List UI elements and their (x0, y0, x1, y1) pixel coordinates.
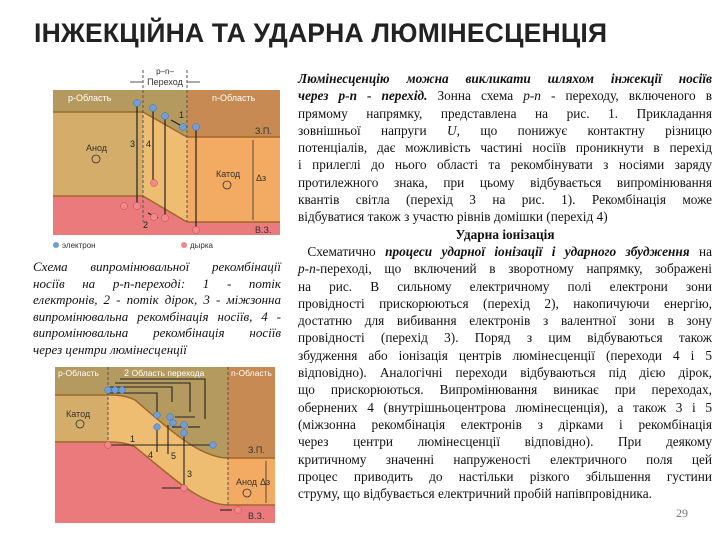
transition-3-label: 3 (130, 139, 136, 149)
conduction-band-label: З.П. (255, 126, 272, 136)
text-segment: Схематично (298, 243, 386, 259)
text-segment: відбуватися також з участю рівнів домішки (перехід 4) (298, 209, 608, 225)
hole-legend-icon (181, 242, 187, 248)
anode-label: Анод (86, 143, 108, 153)
text-segment: , що понижує контактну різницю (456, 122, 712, 138)
text-segment: процес приводить до настільки різкого збільшення густини (298, 468, 712, 484)
text-segment: випромінювальна рекомбінація носіїв, 4 - (33, 308, 281, 324)
cathode-label: Катод (216, 169, 241, 179)
text-line (298, 122, 712, 139)
text-segment: -переході, що включений в зворотному напрямку, зображені (315, 261, 712, 277)
text-line (33, 309, 281, 326)
p-gap-area (53, 112, 143, 196)
gap-label: Δз (256, 173, 267, 183)
transition-3-label: 3 (187, 469, 193, 479)
conduction-band-label: З.П. (248, 445, 265, 455)
figure-forward-bias-band-diagram (50, 65, 290, 255)
text-segment: через центри люмінесценції відповідно). При деякому (298, 434, 712, 450)
text-line (298, 312, 712, 329)
text-segment: і прилеглі до нього області та рекомбінувати з носіями заряду (298, 157, 712, 173)
text-line (298, 416, 712, 433)
section-heading: Ударна іонізація (455, 226, 555, 242)
text-line (298, 295, 712, 312)
text-segment: електронів, 2 - потік дірок, 3 - міжзонна (33, 292, 281, 307)
paragraph-injection (298, 70, 712, 226)
text-line (298, 243, 712, 260)
text-line (298, 260, 712, 277)
text-segment: протилежного знака, при цьому відбувається випромінювання (298, 174, 712, 190)
text-line (298, 191, 712, 208)
text-segment: провідності (перехід 3). Поряд з цим відбуваються також (298, 330, 712, 346)
text-segment: збудження або іонізація центрів люмінесценції (переходи 4 і 5 (298, 347, 712, 363)
text-segment: через центри люмінесценції (33, 341, 187, 357)
transition-region-label: Область перехода (131, 368, 205, 378)
text-segment: струму, що відбувається електричний пробій напівпровідника. (298, 486, 652, 502)
emphasized-text: через p-n - перехід. (298, 88, 428, 104)
text-segment: відповідно). Аналогічні переходи відбуваються під дією дірок, (298, 365, 712, 381)
body-text (298, 70, 712, 502)
text-segment: на (689, 243, 712, 259)
transition-1-label: 1 (179, 110, 185, 120)
p-region-label: p-Область (58, 368, 99, 378)
text-line (298, 381, 712, 398)
text-segment: потенціалів, дає можливість частині носіїв проникнути в перехід (298, 140, 712, 156)
transition-5-label: 5 (171, 451, 177, 461)
text-line (33, 292, 281, 309)
text-line (298, 174, 712, 191)
anode-label: Анод (236, 477, 258, 487)
text-line (298, 451, 712, 468)
text-line (298, 433, 712, 450)
paragraph-impact-ionization (298, 243, 712, 502)
text-segment: прямому напрямку, представлена на рис. 1. Прикладання (298, 105, 712, 121)
text-line (298, 87, 712, 104)
text-line (298, 364, 712, 381)
emphasized-text: Люмінесценцію можна викликати шляхом інжекції носіїв (298, 71, 712, 86)
cathode-label: Катод (66, 409, 91, 419)
transition-2-label: 2 (124, 368, 130, 378)
text-segment: - переходу, включеного в (540, 88, 712, 104)
text-segment: (міжзонна рекомбінація електронів з дірками і рекомбінація (298, 416, 712, 432)
text-line (298, 156, 712, 173)
text-segment: випромінювальна рекомбінація носіїв (33, 325, 281, 340)
emphasized-text: p-n (298, 261, 316, 277)
text-line (298, 70, 712, 87)
n-region-label: n-Область (212, 93, 256, 103)
slide-title: ІНЖЕКЦІЙНА ТА УДАРНА ЛЮМІНЕСЦЕНЦІЯ (34, 18, 608, 48)
text-segment: носіїв на р-n-переході: 1 - потік (33, 275, 281, 291)
text-line (33, 325, 281, 342)
text-segment: Схема випромінювальної рекомбінації (33, 259, 281, 274)
text-line (33, 276, 281, 293)
transition-2-label: 2 (143, 220, 149, 230)
page-number: 29 (676, 506, 688, 520)
text-segment: квантів світла (перехід 3 на рис. 1). Рекомбінація може (298, 192, 712, 208)
legend-hole: дырка (190, 241, 213, 250)
figure-impact-ionization-band-diagram (50, 355, 290, 525)
junction-label: Переход (147, 77, 183, 87)
text-segment: провідності прискорюються (перехід 2), накопичуючи енергію, (298, 295, 712, 311)
text-line (298, 208, 712, 225)
figure-caption (33, 259, 281, 358)
text-segment: що прискорюються. Випромінювання виникає при переходах, (298, 382, 712, 398)
text-segment: на рис. В сильному електричному полі електрони зони (298, 278, 712, 294)
text-segment: достатню для вибивання електронів з валентної зони в зону (298, 313, 712, 329)
junction-label-top: p–n– (156, 67, 174, 76)
p-region-label: p-Область (68, 93, 112, 103)
gap-label: Δз (260, 477, 271, 487)
transition-4-label: 4 (146, 139, 152, 149)
text-segment: Зонна схема (427, 88, 524, 104)
emphasized-text: U (447, 122, 457, 138)
text-line (298, 468, 712, 485)
text-line (298, 139, 712, 156)
text-line (298, 105, 712, 122)
valence-band-label: В.З. (248, 511, 265, 521)
valence-band-label: В.З. (255, 225, 272, 235)
text-line (298, 485, 712, 502)
n-region-label: n-Область (231, 368, 272, 378)
transition-1-label: 1 (130, 434, 136, 444)
emphasized-text: процеси ударної іонізації і ударного збудження (385, 243, 690, 259)
transition-4-label: 4 (148, 450, 154, 460)
emphasized-text: p-n (523, 88, 541, 104)
text-line (33, 259, 281, 276)
text-segment: критичному значенні напруженості електричного поля цей (298, 451, 712, 467)
text-line (298, 347, 712, 364)
text-line (298, 399, 712, 416)
legend-electron: электрон (62, 241, 96, 250)
text-line (298, 278, 712, 295)
text-segment: зовнішньої напруги (298, 122, 448, 138)
text-segment: обернених 4 (внутрішньоцентрова люмінесценція), а також 3 і 5 (298, 399, 712, 415)
electron-legend-icon (53, 242, 59, 248)
text-line (298, 329, 712, 346)
